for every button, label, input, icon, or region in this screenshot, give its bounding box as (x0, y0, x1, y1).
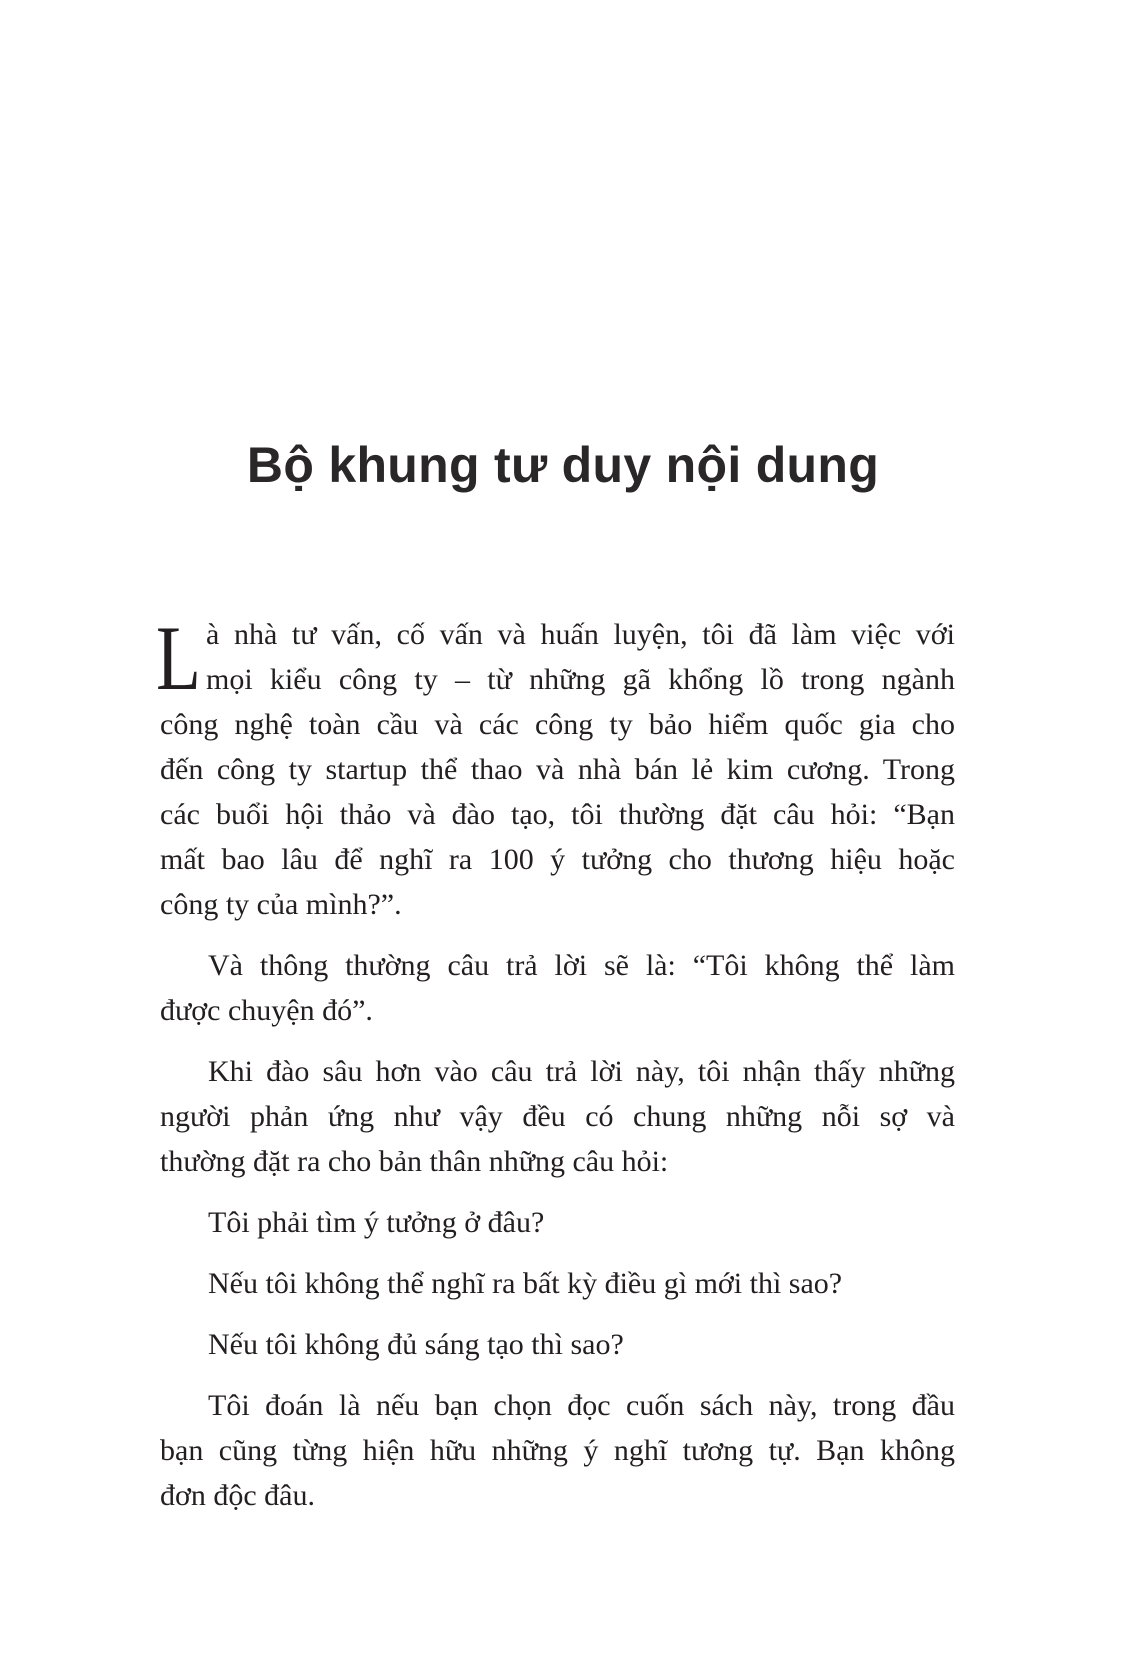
text-line: đến công ty startup thể thao và nhà bán lẻ kim cương. Trong (160, 753, 955, 786)
paragraph-intro (156, 607, 955, 927)
text-line: Nếu tôi không thể nghĩ ra bất kỳ điều gì mới thì sao? (208, 1267, 843, 1300)
text-line: công nghệ toàn cầu và các công ty bảo hiểm quốc gia cho (160, 708, 955, 741)
drop-cap: L (156, 607, 201, 709)
text-line: thường đặt ra cho bản thân những câu hỏi: (160, 1145, 669, 1178)
paragraph (160, 1383, 955, 1518)
text-line: các buổi hội thảo và đào tạo, tôi thường đặt câu hỏi: “Bạn (160, 798, 955, 831)
paragraph (160, 943, 955, 1033)
text-line: người phản ứng như vậy đều có chung những nỗi sợ và (160, 1100, 955, 1133)
text-line: được chuyện đó”. (160, 994, 373, 1027)
text-line: Nếu tôi không đủ sáng tạo thì sao? (208, 1328, 624, 1361)
text-line: Và thông thường câu trả lời sẽ là: “Tôi không thể làm (208, 949, 955, 982)
chapter-body (156, 607, 955, 1534)
text-line: à nhà tư vấn, cố vấn và huấn luyện, tôi đã làm việc với (206, 618, 955, 651)
text-line: Khi đào sâu hơn vào câu trả lời này, tôi nhận thấy những (208, 1055, 955, 1088)
text-line: đơn độc đâu. (160, 1479, 315, 1512)
text-line: công ty của mình?”. (160, 888, 402, 921)
question (160, 1200, 955, 1245)
question (160, 1322, 955, 1367)
text-line: mọi kiểu công ty – từ những gã khổng lồ trong ngành (206, 663, 955, 696)
question (160, 1261, 955, 1306)
text-line: bạn cũng từng hiện hữu những ý nghĩ tương tự. Bạn không (160, 1434, 955, 1467)
paragraph (160, 1049, 955, 1184)
text-line: Tôi đoán là nếu bạn chọn đọc cuốn sách này, trong đầu (208, 1389, 955, 1422)
text-line: mất bao lâu để nghĩ ra 100 ý tưởng cho thương hiệu hoặc (160, 843, 955, 876)
text-line: Tôi phải tìm ý tưởng ở đâu? (208, 1206, 545, 1239)
chapter-title: Bộ khung tư duy nội dung (246, 436, 880, 493)
